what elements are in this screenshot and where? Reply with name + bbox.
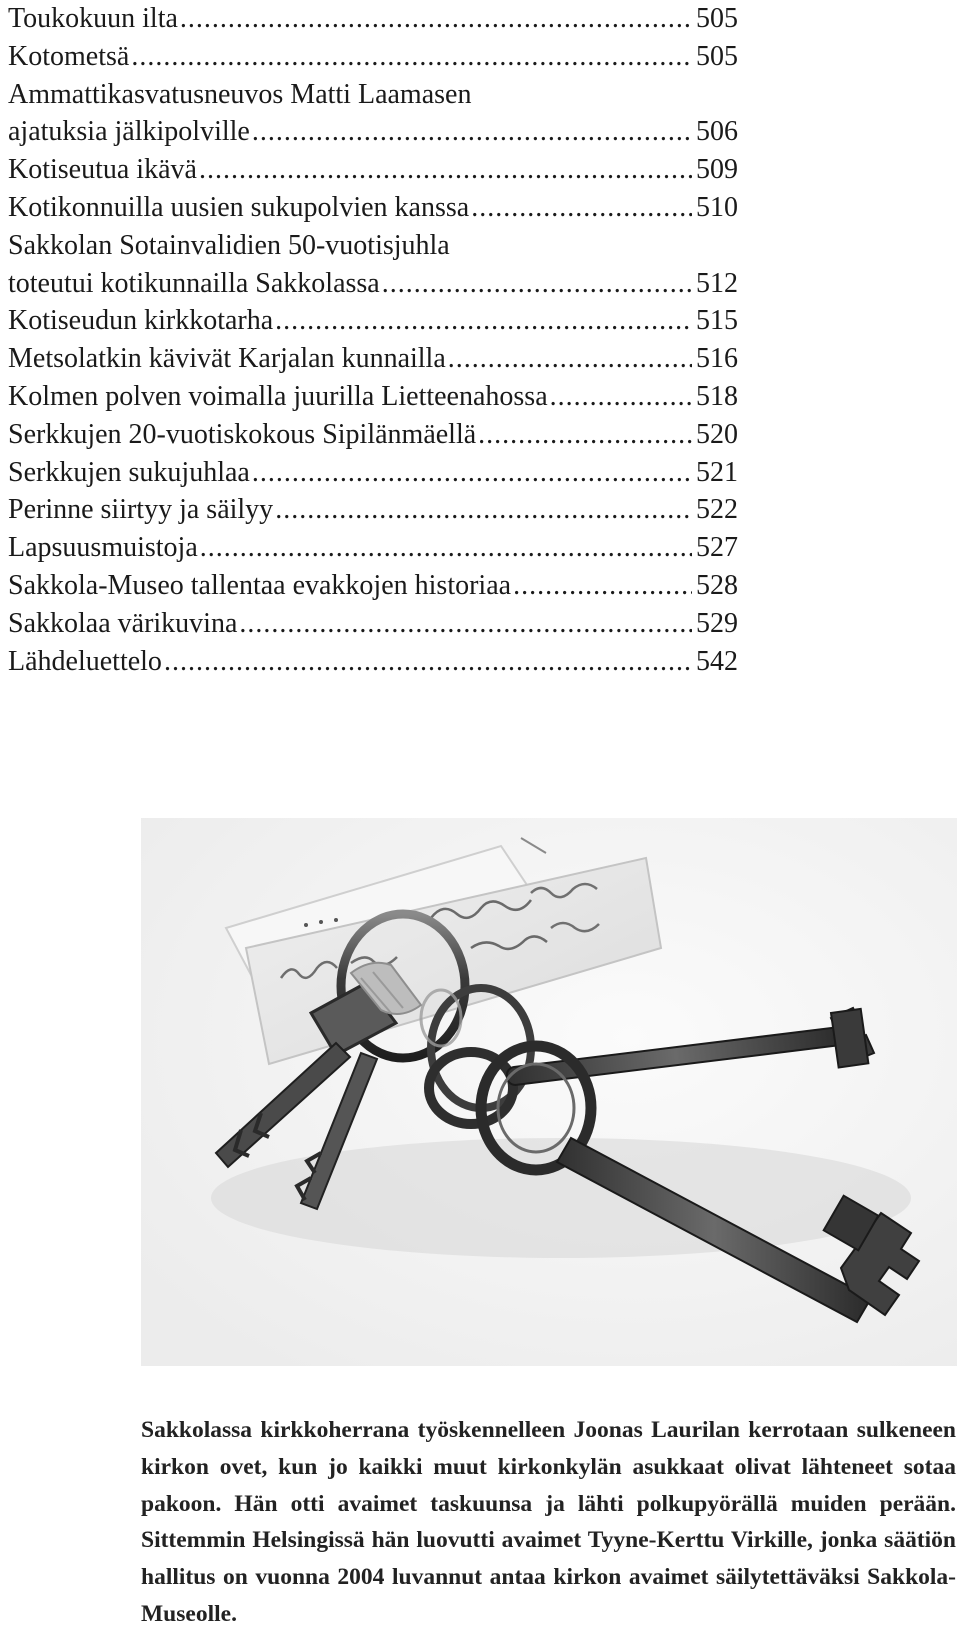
toc-leader-dots: [131, 38, 692, 76]
toc-entry-title: Kolmen polven voimalla juurilla Lietteenahossa: [8, 380, 548, 412]
toc-entry-title: ajatuksia jälkipolville: [8, 116, 250, 148]
toc-entry-title: Sakkola-Museo tallentaa evakkojen historiaa: [8, 569, 512, 601]
toc-entry-page: 510: [696, 191, 738, 223]
toc-entry-page: 512: [696, 267, 738, 299]
toc-leader-dots: [252, 454, 692, 492]
toc-entry-title: Ammattikasvatusneuvos Matti Laamasen: [8, 78, 472, 110]
toc-entry-title: Metsolatkin kävivät Karjalan kunnailla: [8, 343, 446, 375]
toc-leader-dots: [550, 378, 692, 416]
toc-entry-page: 505: [696, 3, 738, 34]
toc-entry-page: 520: [696, 418, 738, 450]
toc-entry-page: 516: [696, 343, 738, 375]
toc-entry: [8, 0, 738, 38]
table-of-contents: [8, 0, 738, 680]
toc-entry-page: 515: [696, 305, 738, 337]
toc-leader-dots: [252, 113, 692, 151]
toc-entry-title: Sakkolaa värikuvina: [8, 607, 238, 639]
toc-leader-dots: [382, 265, 692, 303]
toc-entry-title: Kotiseutua ikävä: [8, 154, 197, 186]
toc-entry: [8, 265, 738, 303]
toc-entry-title: Lähdeluettelo: [8, 645, 162, 677]
toc-entry-title: Kotikonnuilla uusien sukupolvien kanssa: [8, 191, 470, 223]
toc-leader-dots: [164, 643, 692, 681]
toc-entry: [8, 605, 738, 643]
toc-entry-page: 542: [696, 645, 738, 677]
toc-entry-title: Toukokuun ilta: [8, 3, 178, 34]
toc-entry-page: 527: [696, 532, 738, 564]
toc-entry: [8, 113, 738, 151]
toc-entry: [8, 76, 738, 114]
toc-entry-title: Sakkolan Sotainvalidien 50-vuotisjuhla: [8, 229, 450, 261]
toc-entry-title: Lapsuusmuistoja: [8, 532, 198, 564]
toc-leader-dots: [200, 529, 692, 567]
photo-caption: Sakkolassa kirkkoherrana työskennelleen Joonas Laurilan kerrotaan sulkeneen kirkon ovet, kun jo kaikki muut kirkonkylän asukkaat olivat lähteneet sotaa pakoon. Hän otti avaimet taskuunsa ja lähti polkupyörällä muiden perään. Sittemmin Helsingissä hän luovutti avaimet Tyyne-Kerttu Virkille, jonka säätiön hallitus on vuonna 2004 luvannut antaa kirkon avaimet säilytettäväksi Sakkola-Museolle.: [141, 1417, 956, 1627]
toc-entry: [8, 643, 738, 681]
toc-entry-page: 518: [696, 380, 738, 412]
toc-entry-page: 529: [696, 607, 738, 639]
toc-entry-title: Serkkujen 20-vuotiskokous Sipilänmäellä: [8, 418, 477, 450]
toc-entry-page: 505: [696, 40, 738, 72]
toc-entry: [8, 340, 738, 378]
toc-entry: [8, 227, 738, 265]
toc-entry: [8, 302, 738, 340]
toc-entry-page: 506: [696, 116, 738, 148]
toc-entry: [8, 189, 738, 227]
toc-leader-dots: [448, 340, 692, 378]
toc-entry: [8, 529, 738, 567]
toc-leader-dots: [239, 605, 692, 643]
toc-entry-page: 528: [696, 569, 738, 601]
toc-entry-title: Perinne siirtyy ja säilyy: [8, 494, 274, 526]
toc-entry-title: Kotiseudun kirkkotarha: [8, 305, 274, 337]
toc-entry: [8, 567, 738, 605]
toc-entry: [8, 491, 738, 529]
church-keys-photo: [141, 818, 957, 1366]
toc-leader-dots: [275, 491, 692, 529]
toc-entry-page: 522: [696, 494, 738, 526]
toc-leader-dots: [199, 151, 692, 189]
toc-entry: [8, 151, 738, 189]
toc-entry-title: toteutui kotikunnailla Sakkolassa: [8, 267, 380, 299]
toc-entry: [8, 416, 738, 454]
toc-entry-title: Kotometsä: [8, 40, 130, 72]
toc-leader-dots: [275, 302, 692, 340]
church-keys-illustration: [141, 818, 957, 1366]
toc-leader-dots: [513, 567, 692, 605]
toc-entry: [8, 38, 738, 76]
toc-entry: [8, 378, 738, 416]
toc-entry: [8, 454, 738, 492]
toc-leader-dots: [471, 189, 692, 227]
toc-entry-title: Serkkujen sukujuhlaa: [8, 456, 250, 488]
toc-leader-dots: [180, 0, 692, 38]
toc-entry-page: 509: [696, 154, 738, 186]
toc-entry-page: 521: [696, 456, 738, 488]
toc-leader-dots: [478, 416, 692, 454]
